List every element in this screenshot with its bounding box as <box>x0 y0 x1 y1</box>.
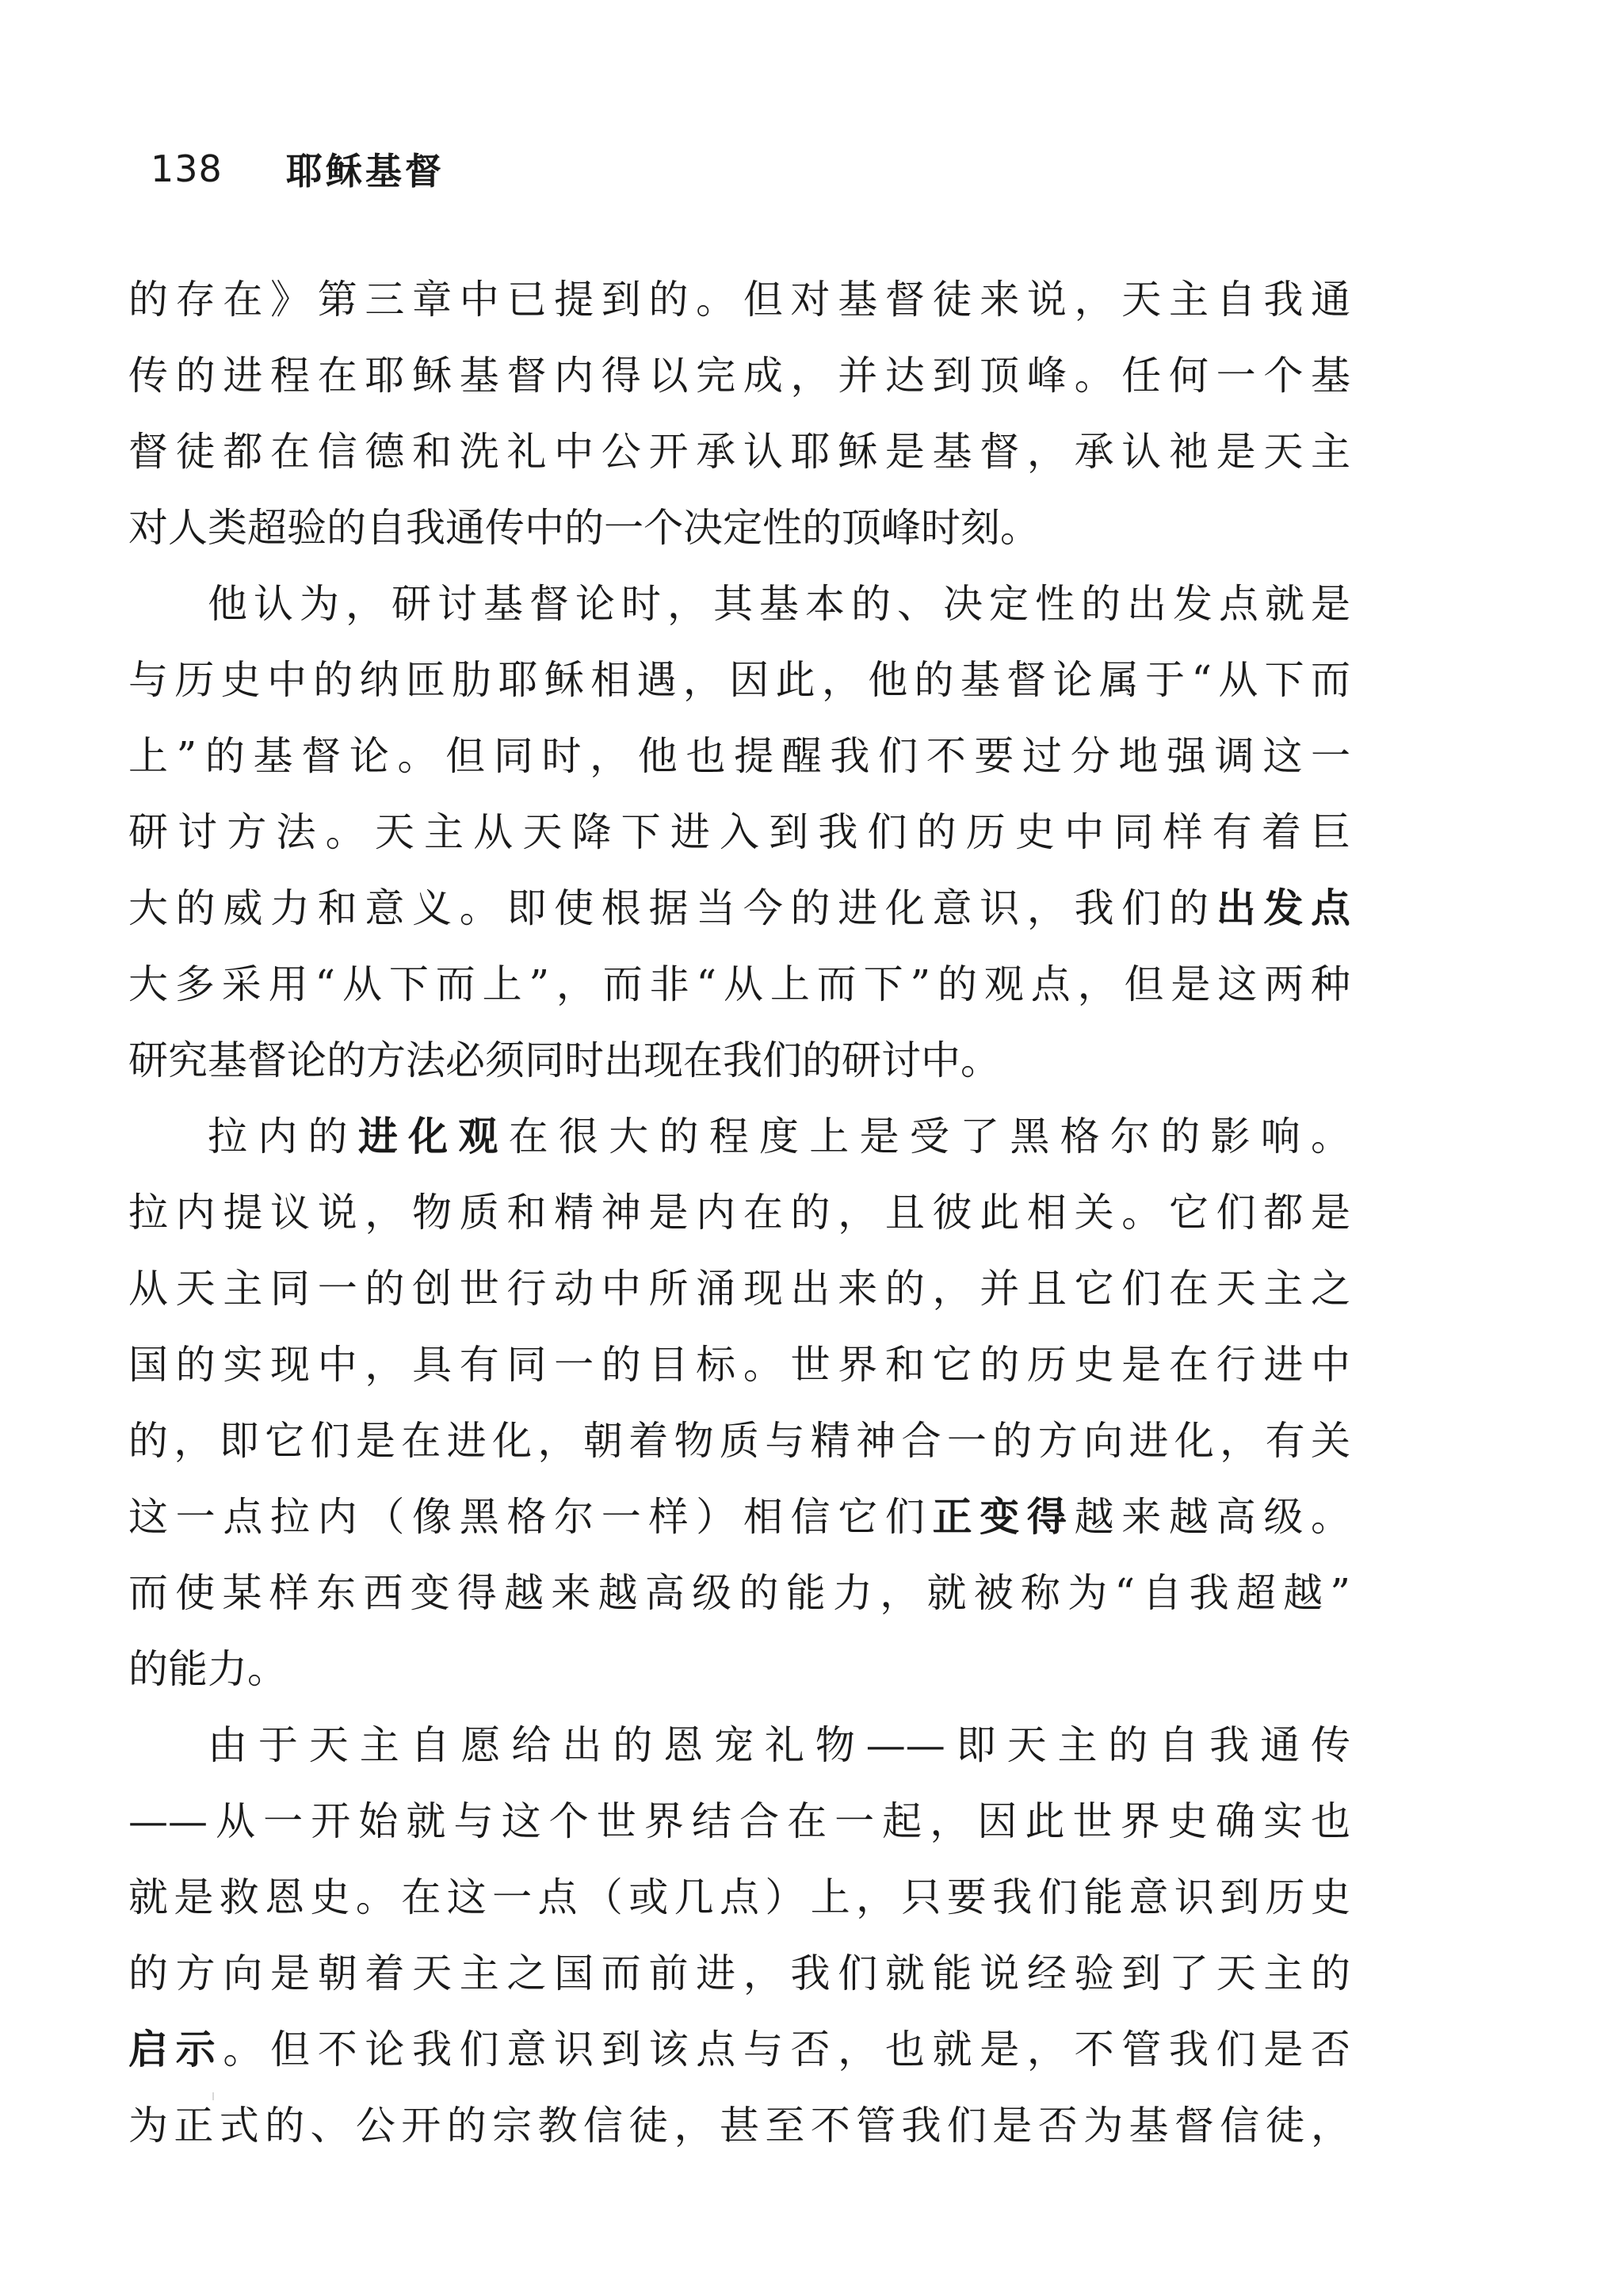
text-line: 传的进程在耶稣基督内得以完成，并达到顶峰。任何一个基 <box>128 353 1350 399</box>
text-line-mixed <box>128 2011 1350 2088</box>
body-text <box>128 262 1350 2164</box>
text-line: 研究基督论的方法必须同时出现在我们的研讨中。 <box>128 1037 1000 1083</box>
text-line: 为正式的、公开的宗教信徒，甚至不管我们是否为基督信徒， <box>128 2103 1350 2149</box>
text-segment: 大的威力和意义。即使根据当今的进化意识，我们的 <box>128 885 1216 931</box>
text-line: 与历史中的纳匝肋耶稣相遇，因此，他的基督论属于“从下而 <box>128 657 1350 703</box>
text-segment: 拉内的 <box>208 1114 358 1159</box>
text-line: 他认为，研讨基督论时，其基本的、决定性的出发点就是 <box>208 581 1350 627</box>
text-line: 的存在》第三章中已提到的。但对基督徒来说，天主自我通 <box>128 277 1350 323</box>
scan-mark <box>212 2092 214 2100</box>
text-segment: 这一点拉内（像黑格尔一样）相信它们 <box>128 1494 933 1540</box>
paragraph-4 <box>128 1707 1350 2164</box>
paragraph-1 <box>128 262 1350 566</box>
text-line-mixed <box>128 1098 1350 1175</box>
text-line: 从天主同一的创世行动中所涌现出来的，并且它们在天主之 <box>128 1266 1350 1312</box>
text-segment: 。但不论我们意识到该点与否，也就是，不管我们是否 <box>223 2027 1350 2073</box>
text-line: 的方向是朝着天主之国而前进，我们就能说经验到了天主的 <box>128 1950 1350 1996</box>
paragraph-3 <box>128 1098 1350 1707</box>
running-title: 耶稣基督 <box>285 150 445 193</box>
text-segment: 越来越高级。 <box>1074 1494 1350 1540</box>
text-line: 研讨方法。天主从天降下进入到我们的历史中同样有着巨 <box>128 809 1350 855</box>
text-line: 对人类超验的自我通传中的一个决定性的顶峰时刻。 <box>128 505 1040 551</box>
page-number: 138 <box>151 147 223 190</box>
bold-term: 出发点 <box>1216 885 1350 931</box>
page-header <box>151 141 445 197</box>
bold-term: 进化观 <box>357 1114 509 1159</box>
text-line-mixed <box>128 1479 1350 1555</box>
text-line: 拉内提议说，物质和精神是内在的，且彼此相关。它们都是 <box>128 1190 1350 1236</box>
text-line: ——从一开始就与这个世界结合在一起，因此世界史确实也 <box>128 1798 1350 1844</box>
text-line-mixed <box>128 870 1350 946</box>
paragraph-2 <box>128 566 1350 1098</box>
text-line: 而使某样东西变得越来越高级的能力，就被称为“自我超越” <box>128 1570 1350 1616</box>
text-line: 就是救恩史。在这一点（或几点）上，只要我们能意识到历史 <box>128 1874 1350 1920</box>
text-line: 的，即它们是在进化，朝着物质与精神合一的方向进化，有关 <box>128 1418 1350 1464</box>
text-line: 督徒都在信德和洗礼中公开承认耶稣是基督，承认祂是天主 <box>128 429 1350 475</box>
text-line: 由于天主自愿给出的恩宠礼物——即天主的自我通传 <box>208 1722 1350 1768</box>
text-line: 大多采用“从下而上”，而非“从上而下”的观点，但是这两种 <box>128 961 1350 1007</box>
bold-term: 正变得 <box>932 1494 1075 1540</box>
text-line: 国的实现中，具有同一的目标。世界和它的历史是在行进中 <box>128 1342 1350 1388</box>
text-line: 上”的基督论。但同时，他也提醒我们不要过分地强调这一 <box>128 733 1350 779</box>
bold-term: 启示 <box>128 2027 223 2073</box>
text-segment: 在很大的程度上是受了黑格尔的影响。 <box>508 1114 1350 1159</box>
text-line: 的能力。 <box>128 1646 287 1692</box>
